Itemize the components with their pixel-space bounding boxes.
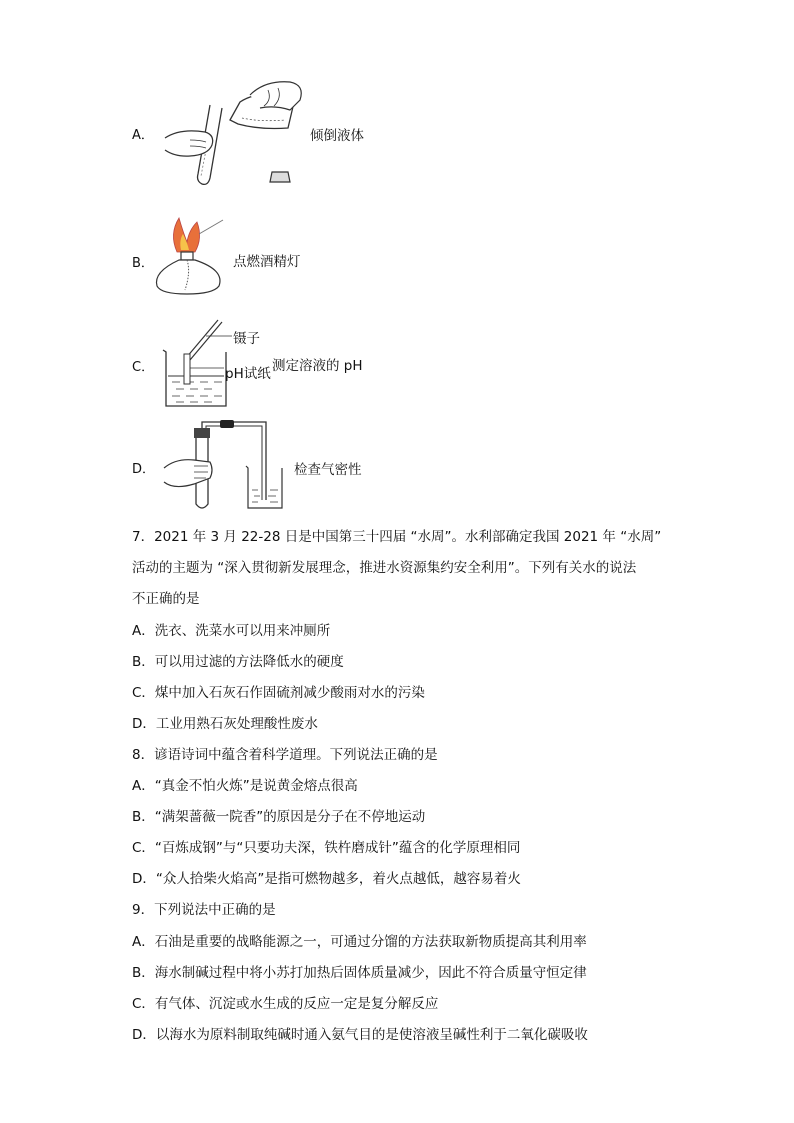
q7-option-b: B．可以用过滤的方法降低水的硬度 (132, 654, 344, 670)
option-a-letter: A． (132, 128, 154, 143)
q7-stem-line-3: 不正确的是 (132, 591, 200, 607)
q8-option-a: A．“真金不怕火炼”是说黄金熔点很高 (132, 778, 358, 794)
option-d-letter: D． (132, 462, 156, 477)
alcohol-lamp-illustration (155, 212, 235, 302)
tweezers-label: 镊子 (233, 331, 260, 347)
airtightness-check-illustration (160, 420, 290, 512)
q8-option-c: C．“百炼成钢”与“只要功夫深，铁杵磨成针”蕴含的化学原理相同 (132, 840, 521, 856)
q7-option-a: A．洗衣、洗菜水可以用来冲厕所 (132, 623, 331, 639)
option-c-letter: C． (132, 360, 155, 375)
option-c-caption: 测定溶液的 pH (272, 358, 363, 374)
q9-option-a: A．石油是重要的战略能源之一，可通过分馏的方法获取新物质提高其利用率 (132, 934, 587, 950)
q9-option-d: D．以海水为原料制取纯碱时通入氨气目的是使溶液呈碱性利于二氧化碳吸收 (132, 1027, 588, 1043)
q9-stem: 9．下列说法中正确的是 (132, 902, 276, 918)
q8-option-d: D．“众人拾柴火焰高”是指可燃物越多，着火点越低，越容易着火 (132, 871, 521, 887)
q7-option-c: C．煤中加入石灰石作固硫剂减少酸雨对水的污染 (132, 685, 425, 701)
q9-option-c: C．有气体、沉淀或水生成的反应一定是复分解反应 (132, 996, 439, 1012)
ph-paper-label: pH试纸 (225, 366, 271, 382)
option-b-caption: 点燃酒精灯 (233, 254, 301, 270)
pouring-liquid-illustration (160, 80, 310, 190)
q8-stem: 8．谚语诗词中蕴含着科学道理。下列说法正确的是 (132, 747, 438, 763)
q8-option-b: B．“满架蔷薇一院香”的原因是分子在不停地运动 (132, 809, 426, 825)
option-d-caption: 检查气密性 (294, 462, 362, 478)
q9-option-b: B．海水制碱过程中将小苏打加热后固体质量减少，因此不符合质量守恒定律 (132, 965, 587, 981)
q7-stem-line-2: 活动的主题为 “深入贯彻新发展理念，推进水资源集约安全利用”。下列有关水的说法 (132, 560, 637, 576)
option-a-caption: 倾倒液体 (310, 128, 364, 144)
q7-stem-line-1: 7．2021 年 3 月 22-28 日是中国第三十四届 “水周”。水利部确定我国 2021 年 “水周” (132, 529, 662, 545)
q7-option-d: D．工业用熟石灰处理酸性废水 (132, 716, 318, 732)
option-b-letter: B． (132, 256, 154, 271)
